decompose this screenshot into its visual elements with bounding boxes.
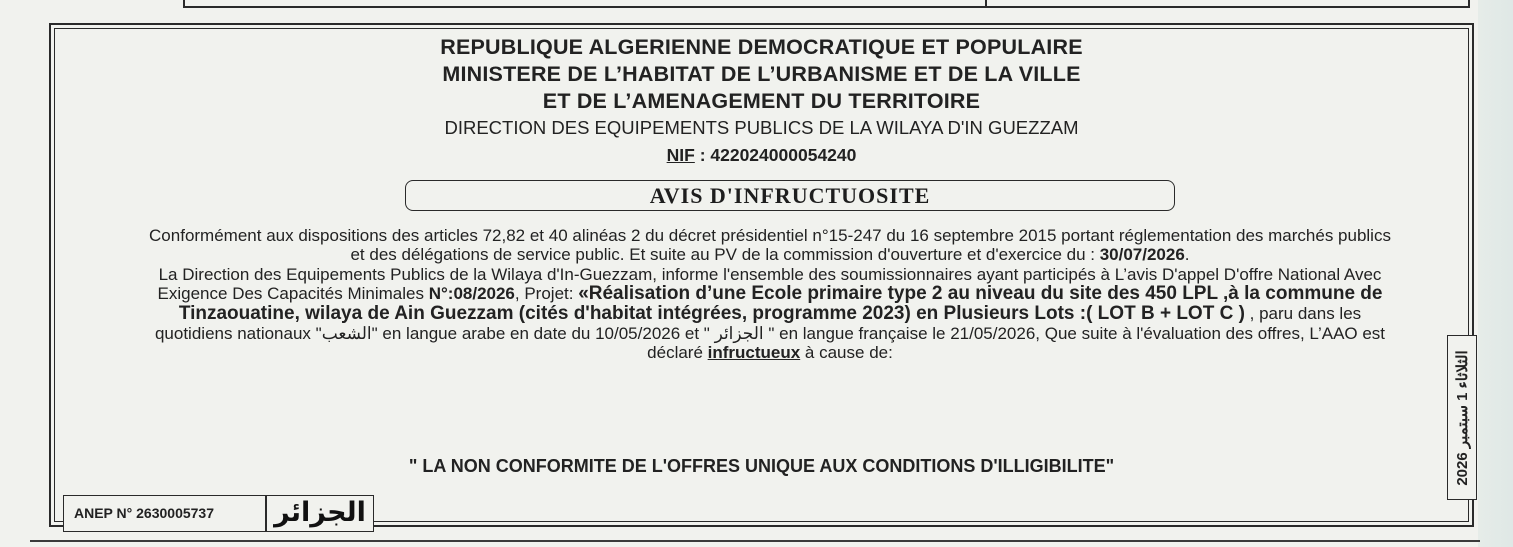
info-text-project-label: , Projet: [514,283,579,303]
bottom-rule [30,540,1480,542]
info-text: La Direction des Equipements Publics de la Wilaya d'In-Guezzam, informe l'ensemble des soumissionnaires ayant participés à L’avis D'appel D'offre National Avec Exigence Des Capacités Minimales [157,264,1382,303]
notice-header [54,34,1469,168]
notice-body [140,226,1400,362]
info-text-cause: à cause de: [800,343,893,363]
notice-conclusion: " LA NON CONFORMITE DE L'OFFRES UNIQUE AUX CONDITIONS D'ILLIGIBILITE" [408,456,1115,476]
header-ministry-cont: ET DE L’AMENAGEMENT DU TERRITOIRE [542,89,981,113]
page-margin-strip [1478,0,1513,547]
date-stamp [1447,335,1477,500]
nif-label: NIF [666,145,695,165]
project-title: «Réalisation d’une Ecole primaire type 2 au niveau du site des 450 LPL ,à la commune de Tinzaouatine, wilaya de Ain Guezzam (cités d'habitat intégrées, programme 2023) en Plusieurs Lots :( LOT B + LOT C ) [178,282,1383,324]
paragraph-legal [140,226,1400,265]
notice-title: AVIS D'INFRUCTUOSITE [405,180,1175,211]
top-rule-divider [985,0,987,8]
anep-reference: ANEP N° 2630005737 [63,495,266,532]
header-nif [54,142,1469,168]
top-rule [183,0,1470,8]
paragraph-information [140,265,1400,363]
date-stamp-text: الثلاثاء 1 سبتمبر 2026 [1454,349,1471,486]
header-ministry: MINISTERE DE L’HABITAT DE L’URBANISME ET DE LA VILLE [442,62,1081,86]
legal-text: Conformément aux dispositions des articles 72,82 et 40 alinéas 2 du décret présidentiel n°15-247 du 16 septembre 2015 portant réglementation des marchés publics et des délégations de service public. Et suite au PV de la commission d'ouverture et d'exercice du : [149,226,1391,265]
nif-value: : 422024000054240 [694,145,857,165]
tender-number: N°:08/2026 [428,283,515,303]
info-text-publication: , paru dans les quotidiens nationaux "الشعب" en langue arabe en date du 10/05/2026 et " الجزائر " en langue française le 21/05/2026, Que suite à l'évaluation des offres, L’AAO est déclaré [154,303,1386,363]
header-direction: DIRECTION DES EQUIPEMENTS PUBLICS DE LA WILAYA D'IN GUEZZAM [444,117,1079,138]
status-infructueux: infructueux [707,343,801,363]
legal-text-end: . [1184,245,1190,265]
header-republic: REPUBLIQUE ALGERIENNE DEMOCRATIQUE ET POPULAIRE [440,35,1083,59]
newspaper-logo: الجزائر [266,495,374,532]
pv-date: 30/07/2026 [1099,245,1185,265]
